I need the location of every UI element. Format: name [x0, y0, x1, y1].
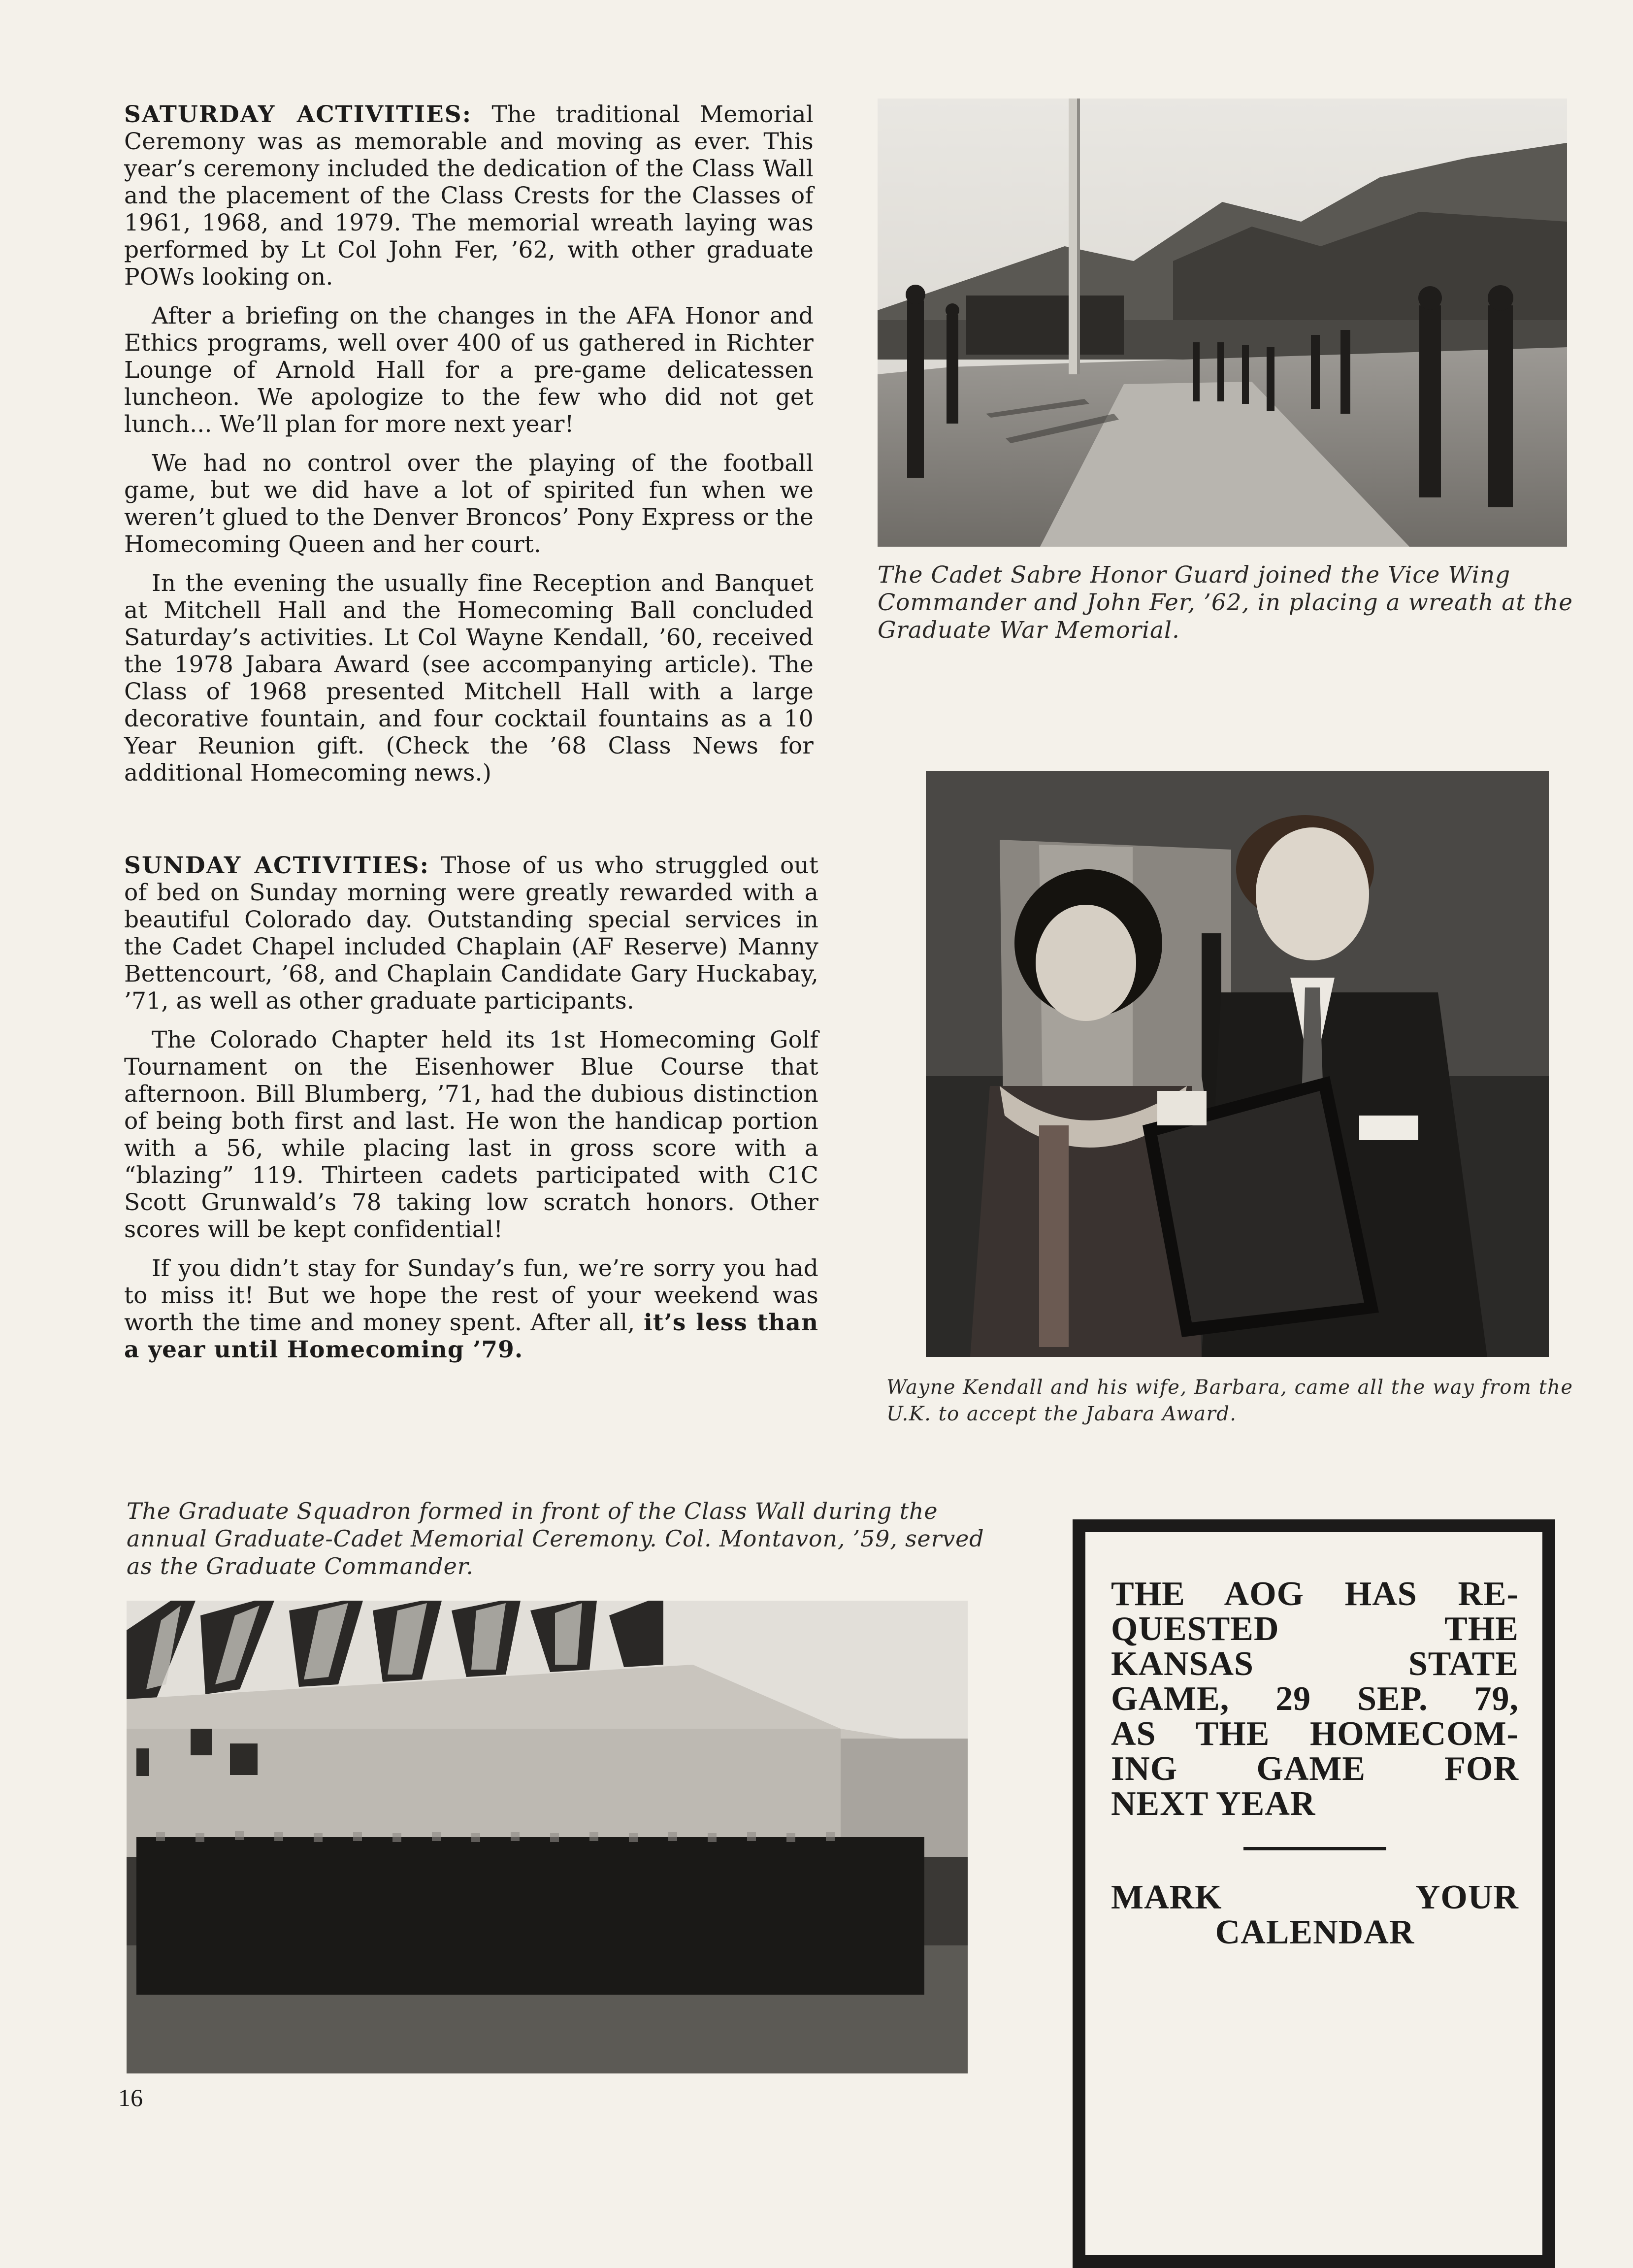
sunday-closing-paragraph	[124, 1255, 818, 1363]
saturday-paragraph: After a briefing on the changes in the AFA Honor and Ethics programs, well over 400 of us gathered in Richter Lounge of Arnold Hall for a pre-game delicatessen luncheon. We apologize to the few who did not get lunch... We’ll plan for more next year!	[124, 302, 814, 438]
notice-line: ING GAME FOR	[1111, 1750, 1519, 1788]
notice-line: AS THE HOMECOM-	[1111, 1715, 1519, 1753]
sunday-lead-text: Those of us who struggled out of bed on Sunday morning were greatly rewarded with a beautiful Colorado day. Outstanding special services in the Cadet Chapel included Chaplain (AF Reserve) Manny Bettencourt, ’68, and Chaplain Candidate Gary Huckabay, ’71, as well as other graduate participants.	[124, 852, 818, 1015]
saturday-section	[124, 101, 814, 798]
notice-line: THE AOG HAS RE-	[1111, 1575, 1519, 1613]
saturday-paragraph: We had no control over the playing of the football game, but we did have a lot of spirited fun when we weren’t glued to the Denver Broncos’ Pony Express or the Homecoming Queen and her court.	[124, 450, 814, 558]
sunday-section	[124, 852, 818, 1375]
sunday-heading: SUNDAY ACTIVITIES:	[124, 852, 429, 879]
saturday-paragraph: In the evening the usually fine Reception and Banquet at Mitchell Hall and the Homecoming Ball concluded Saturday’s activities. Lt Col Wayne Kendall, ’60, received the 1978 Jabara Award (see accompanying article). The Class of 1968 presented Mitchell Hall with a large decorative fountain, and four cocktail fountains as a 10 Year Reunion gift. (Check the ’68 Class News for additional Homecoming news.)	[124, 570, 814, 787]
award-photo	[926, 771, 1549, 1357]
notice-line: NEXT YEAR	[1111, 1785, 1316, 1823]
wreath-photo-caption: The Cadet Sabre Honor Guard joined the Vice Wing Commander and John Fer, ’62, in placing a wreath at the Graduate War Memorial.	[878, 561, 1573, 644]
saturday-heading: SATURDAY ACTIVITIES:	[124, 101, 472, 128]
notice-divider	[1243, 1847, 1386, 1850]
sunday-lead-paragraph	[124, 852, 818, 1015]
squadron-photo-caption: The Graduate Squadron formed in front of the Class Wall during the annual Graduate-Cadet Memorial Ceremony. Col. Montavon, ’59, served as the Graduate Commander.	[127, 1498, 984, 1579]
page-number: 16	[118, 2084, 143, 2111]
saturday-lead-paragraph	[124, 101, 814, 291]
notice-footer-line: MARK YOUR	[1111, 1878, 1519, 1916]
sunday-paragraph: The Colorado Chapter held its 1st Homecoming Golf Tournament on the Eisenhower Blue Course that afternoon. Bill Blumberg, ’71, had the dubious distinction of being both first and last. He won the handicap portion with a 56, while placing last in gross score with a “blazing” 119. Thirteen cadets participated with C1C Scott Grunwald’s 78 taking low scratch honors. Other scores will be kept confidential!	[124, 1026, 818, 1243]
sunday-closing-text: If you didn’t stay for Sunday’s fun, we’re sorry you had to miss it! But we hope the rest of your weekend was worth the time and money spent. After all,	[124, 1255, 818, 1336]
notice-line: QUESTED THE	[1111, 1610, 1519, 1648]
notice-content	[1111, 1577, 1519, 1950]
notice-line: KANSAS STATE	[1111, 1645, 1519, 1683]
sunday-closing-emphasis: it’s less than a year until Homecoming ’79.	[124, 1309, 818, 1363]
award-photo-caption: Wayne Kendall and his wife, Barbara, came all the way from the U.K. to accept the Jabara Award.	[886, 1376, 1573, 1425]
squadron-photo	[127, 1601, 968, 2073]
saturday-lead-text: The traditional Memorial Ceremony was as memorable and moving as ever. This year’s ceremony included the dedication of the Class Wall and the placement of the Class Crests for the Classes of 1961, 1968, and 1979. The memorial wreath laying was performed by Lt Col John Fer, ’62, with other graduate POWs looking on.	[124, 101, 814, 291]
wreath-ceremony-photo	[878, 99, 1567, 547]
homecoming-notice-box	[1073, 1519, 1555, 2268]
notice-footer-line: CALENDAR	[1215, 1913, 1415, 1951]
notice-line: GAME, 29 SEP. 79,	[1111, 1680, 1519, 1718]
